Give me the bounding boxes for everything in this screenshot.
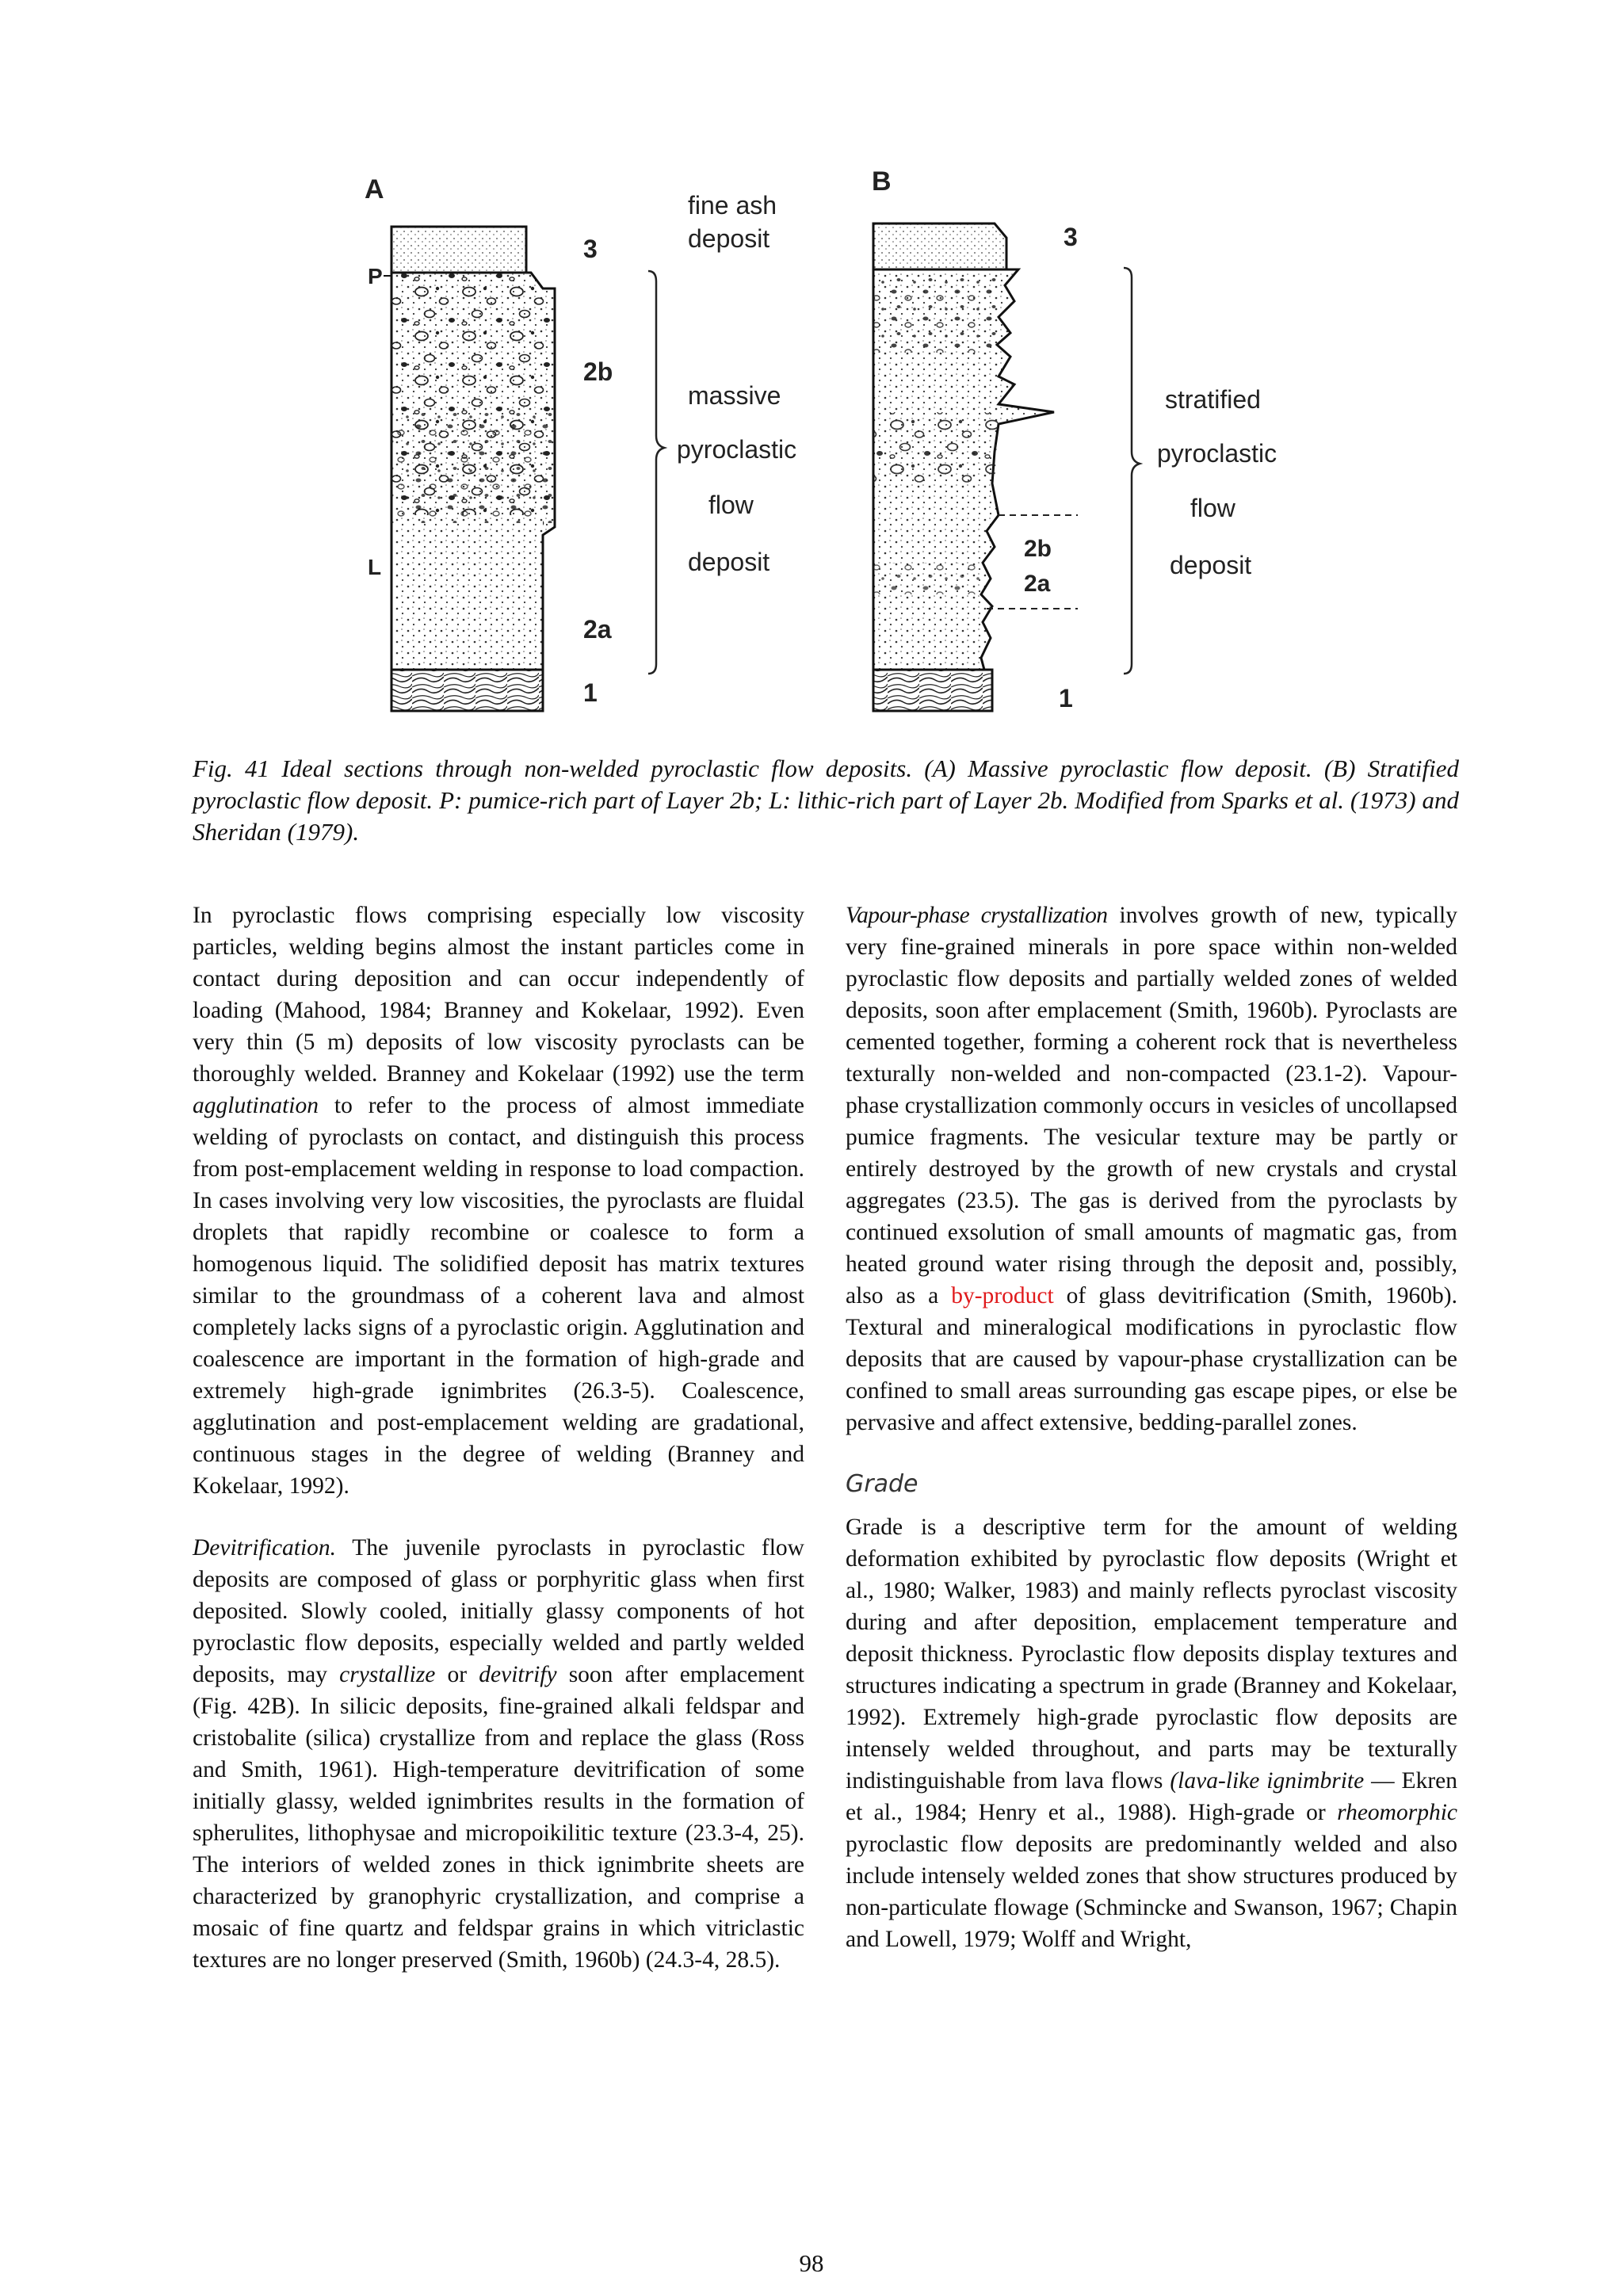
panel-b-desc-line-1: stratified — [1165, 385, 1261, 414]
panel-a-unit-2b: 2b — [583, 357, 613, 386]
text-run: Grade is a descriptive term for the amount of welding deformation exhibited by pyroclastic flow deposits (Wright et al., 1980; Walker, 1983) and mainly reflects pyroclast viscosity during and after deposition, emplacement temperature and deposit thickness. Pyroclastic flow deposits display textures and structures indicating a spectrum in grade (Branney and Kokelaar, 1992). Extremely high-grade pyroclastic flow deposits are intensely welded throughout, and parts may be texturally indistinguishable from lava flows — [846, 1515, 1457, 1794]
term-devitrify: devitrify — [479, 1662, 557, 1687]
panel-a-unit-1: 1 — [583, 678, 598, 707]
panel-a-fine-ash-layer — [391, 227, 526, 273]
term-vapour-phase-crystallization: Vapour-phase crystallization — [846, 903, 1108, 928]
panel-a-desc-line-1: fine ash — [688, 191, 777, 220]
panel-b-unit-2a: 2a — [1024, 571, 1051, 597]
panel-b-fine-ash-layer — [873, 223, 1006, 269]
panel-a-brace — [648, 271, 664, 674]
panel-a-desc-line-3: massive — [688, 381, 781, 410]
panel-b-letter: B — [872, 166, 892, 197]
page-number: 98 — [799, 2249, 824, 2277]
panel-b-desc-line-3: flow — [1190, 494, 1235, 522]
panel-b-desc-line-4: deposit — [1170, 551, 1252, 579]
text-run: The juvenile pyroclasts in pyroclastic flow deposits are composed of glass or porphyritic glass when first deposited. Slowly cooled, initially glassy components of hot pyroclastic flow deposits, especially welded and partly welded deposits, may — [193, 1535, 804, 1687]
panel-b-unit-3: 3 — [1064, 223, 1078, 251]
text-run: to refer to the process of almost immediate welding of pyroclasts on contact, and distinguish this process from post-emplacement welding in response to load compaction. In cases involving very low viscosities, the pyroclasts are fluidal droplets that rapidly recombine or coalesce to form a homogenous liquid. The solidified deposit has matrix textures similar to the groundmass of a coherent lava and almost completely lacks signs of a pyroclastic origin. Agglutination and coalescence are important in the formation of high-grade and extremely high-grade ignimbrites (26.3-5). Coalescence, agglutination and post-emplacement welding are gradational, continuous stages in the degree of welding (Branney and Kokelaar, 1992). — [193, 1093, 804, 1499]
panel-b-unit-2b: 2b — [1024, 536, 1052, 562]
term-crystallize: crystallize — [339, 1662, 436, 1687]
paragraph-devitrification — [193, 1532, 804, 1976]
text-run: soon after emplacement (Fig. 42B). In silicic deposits, fine-grained alkali feldspar and cristobalite (silica) crystallize from and replace the glass (Ross and Smith, 1961). High-temperature devitrification of some initially glassy, welded ignimbrites results in the formation of spherulites, lithophysae and micropoikilitic texture (23.3-4, 25). The interiors of welded zones in thick ignimbrite sheets are characterized by granophyric crystallization, and comprise a mosaic of fine quartz and feldspar grains in which vitriclastic textures are no longer preserved (Smith, 1960b) (24.3-4, 28.5). — [193, 1662, 804, 1973]
panel-a-desc-line-6: deposit — [688, 548, 770, 576]
figure-41-drawing — [317, 151, 1490, 753]
term-devitrification: Devitrification. — [193, 1535, 337, 1561]
left-column — [193, 900, 804, 2006]
panel-a-desc-line-2: deposit — [688, 224, 770, 253]
paragraph-grade — [846, 1511, 1457, 1955]
panel-a-letter: A — [365, 174, 384, 204]
text-run: or — [435, 1662, 479, 1687]
term-rheomorphic: rheomorphic — [1337, 1800, 1457, 1825]
panel-b-unit-1: 1 — [1059, 684, 1073, 712]
term-agglutination: agglutination — [193, 1093, 319, 1118]
text-run: In pyroclastic flows comprising especially low viscosity particles, welding begins almost the instant particles come in contact during deposition and can occur independently of loading (Mahood, 1984; Branney and Kokelaar, 1992). Even very thin (5 m) deposits of low viscosity pyroclasts can be thoroughly welded. Branney and Kokelaar (1992) use the term — [193, 903, 804, 1087]
paragraph-vapour-phase — [846, 900, 1457, 1438]
text-run: — Ekren et al., 1984; Henry et al., 1988). High-grade or — [846, 1768, 1457, 1825]
section-heading-grade: Grade — [846, 1470, 918, 1498]
panel-a-desc-line-5: flow — [708, 491, 754, 519]
panel-a-unit-2a: 2a — [583, 615, 612, 644]
panel-b-desc-line-2: pyroclastic — [1157, 439, 1277, 468]
figure-41 — [317, 151, 1490, 753]
panel-a-substrate — [391, 670, 543, 711]
panel-a-label-p: P — [368, 264, 383, 288]
text-run: pyroclastic flow deposits are predominantly welded and also include intensely welded zones that show structures produced by non-particulate flowage (Schmincke and Swanson, 1967; Chapin and Lowell, 1979; Wolff and Wright, — [846, 1832, 1457, 1952]
panel-a-desc-line-4: pyroclastic — [677, 435, 797, 464]
panel-a-label-l: L — [368, 555, 382, 579]
panel-b-brace — [1124, 268, 1140, 674]
figure-caption: Fig. 41 Ideal sections through non-welded pyroclastic flow deposits. (A) Massive pyroclastic flow deposit. (B) Stratified pyroclastic flow deposit. P: pumice-rich part of Layer 2b; L: lithic-rich part of Layer 2b. Modified from Sparks et al. (1973) and Sheridan (1979). — [193, 755, 1459, 846]
term-lava-like-ignimbrite: (lava-like ignimbrite — [1170, 1768, 1365, 1794]
right-column — [846, 900, 1457, 1985]
link-by-product[interactable]: by-product — [951, 1283, 1054, 1308]
text-run: of glass devitrification (Smith, 1960b). Textural and mineralogical modifications in pyroclastic flow deposits that are caused by vapour-phase crystallization can be confined to small areas surrounding gas escape pipes, or else be pervasive and affect extensive, bedding-parallel zones. — [846, 1283, 1458, 1435]
panel-b-column — [872, 166, 1277, 712]
paragraph-welding — [193, 900, 804, 1502]
text-run: involves growth of new, typically very fine-grained minerals in pore space within non-welded pyroclastic flow deposits and partially welded zones of welded deposits, soon after emplacement (Smith, 1960b). Pyroclasts are cemented together, forming a coherent rock that is nevertheless texturally non-welded and non-compacted (23.1-2). Vapour-phase crystallization commonly occurs in vesicles of uncollapsed pumice fragments. The vesicular texture may be partly or entirely destroyed by the growth of new crystals and crystal aggregates (23.5). The gas is derived from the pyroclasts by continued exsolution of small amounts of magmatic gas, from heated ground water rising through the deposit and, possibly, also as a — [846, 903, 1457, 1308]
panel-a-unit-3: 3 — [583, 235, 598, 263]
panel-a-column — [365, 174, 796, 711]
panel-b-substrate — [873, 670, 992, 711]
